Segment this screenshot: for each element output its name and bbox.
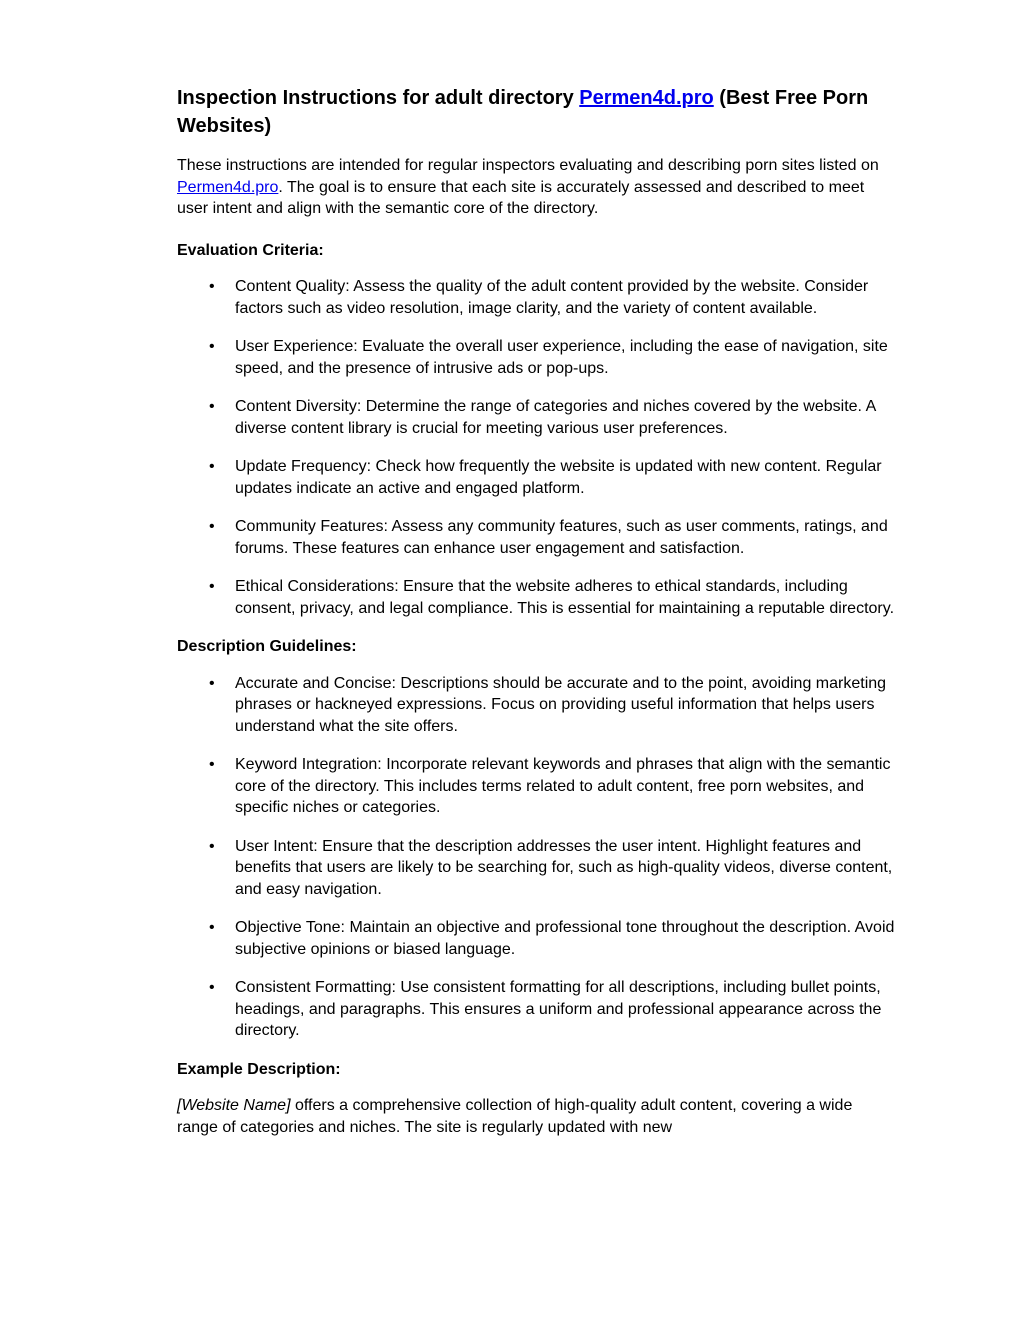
bullet-user-intent: • User Intent: Ensure that the description addresses the user intent. Highlight features and benefits that users are likely to be searching for, such as high-quality videos, diverse content, and easy navigation. [177,836,912,901]
intro-paragraph [177,155,892,220]
title-text-after-link: (Best Free Porn Websites) [177,87,869,137]
title-permen4d-link[interactable]: Permen4d.pro [579,87,714,109]
bullet-content-quality: • Content Quality: Assess the quality of the adult content provided by the website. Consider factors such as video resolution, image clarity, and the variety of content available. [177,276,912,319]
intro-text-after-link: . The goal is to ensure that each site is accurately assessed and described to meet user intent and align with the semantic core of the directory. [177,178,865,217]
heading-example-description: Example Description: [177,1060,341,1078]
description-guidelines-list [177,673,912,1042]
bullet-keyword-integration: • Keyword Integration: Incorporate relevant keywords and phrases that align with the semantic core of the directory. This includes terms related to adult content, free porn websites, and specific niches or categories. [177,754,912,819]
evaluation-criteria-list [177,276,912,619]
title-text-before-link: Inspection Instructions for adult directory [177,87,580,109]
bullet-community-features: • Community Features: Assess any community features, such as user comments, ratings, and forums. These features can enhance user engagement and satisfaction. [177,516,912,559]
heading-evaluation-criteria: Evaluation Criteria: [177,241,324,259]
bullet-content-diversity: • Content Diversity: Determine the range of categories and niches covered by the website. A diverse content library is crucial for meeting various user preferences. [177,396,912,439]
intro-permen4d-link[interactable]: Permen4d.pro [177,178,279,196]
bullet-consistent-formatting: • Consistent Formatting: Use consistent formatting for all descriptions, including bullet points, headings, and paragraphs. This ensures a uniform and professional appearance across the directory. [177,977,912,1042]
bullet-user-experience: • User Experience: Evaluate the overall user experience, including the ease of navigation, site speed, and the presence of intrusive ads or pop-ups. [177,336,912,379]
example-description-paragraph [177,1095,892,1138]
document-title [177,84,892,140]
bullet-objective-tone: • Objective Tone: Maintain an objective and professional tone throughout the description. Avoid subjective opinions or biased language. [177,917,912,960]
intro-text-before-link: These instructions are intended for regular inspectors evaluating and describing porn sites listed on [177,157,879,174]
bullet-accurate-concise: • Accurate and Concise: Descriptions should be accurate and to the point, avoiding marketing phrases or hackneyed expressions. Focus on providing useful information that helps users understand what the site offers. [177,673,912,738]
example-text-after-italic: offers a comprehensive collection of high-quality adult content, covering a wide range of categories and niches. The site is regularly updated with new [177,1097,853,1136]
heading-description-guidelines: Description Guidelines: [177,638,357,655]
bullet-ethical-considerations: • Ethical Considerations: Ensure that the website adheres to ethical standards, including consent, privacy, and legal compliance. This is essential for maintaining a reputable directory. [177,576,912,619]
website-name-placeholder: [Website Name] [177,1097,291,1114]
bullet-update-frequency: • Update Frequency: Check how frequently the website is updated with new content. Regular updates indicate an active and engaged platform. [177,456,912,499]
